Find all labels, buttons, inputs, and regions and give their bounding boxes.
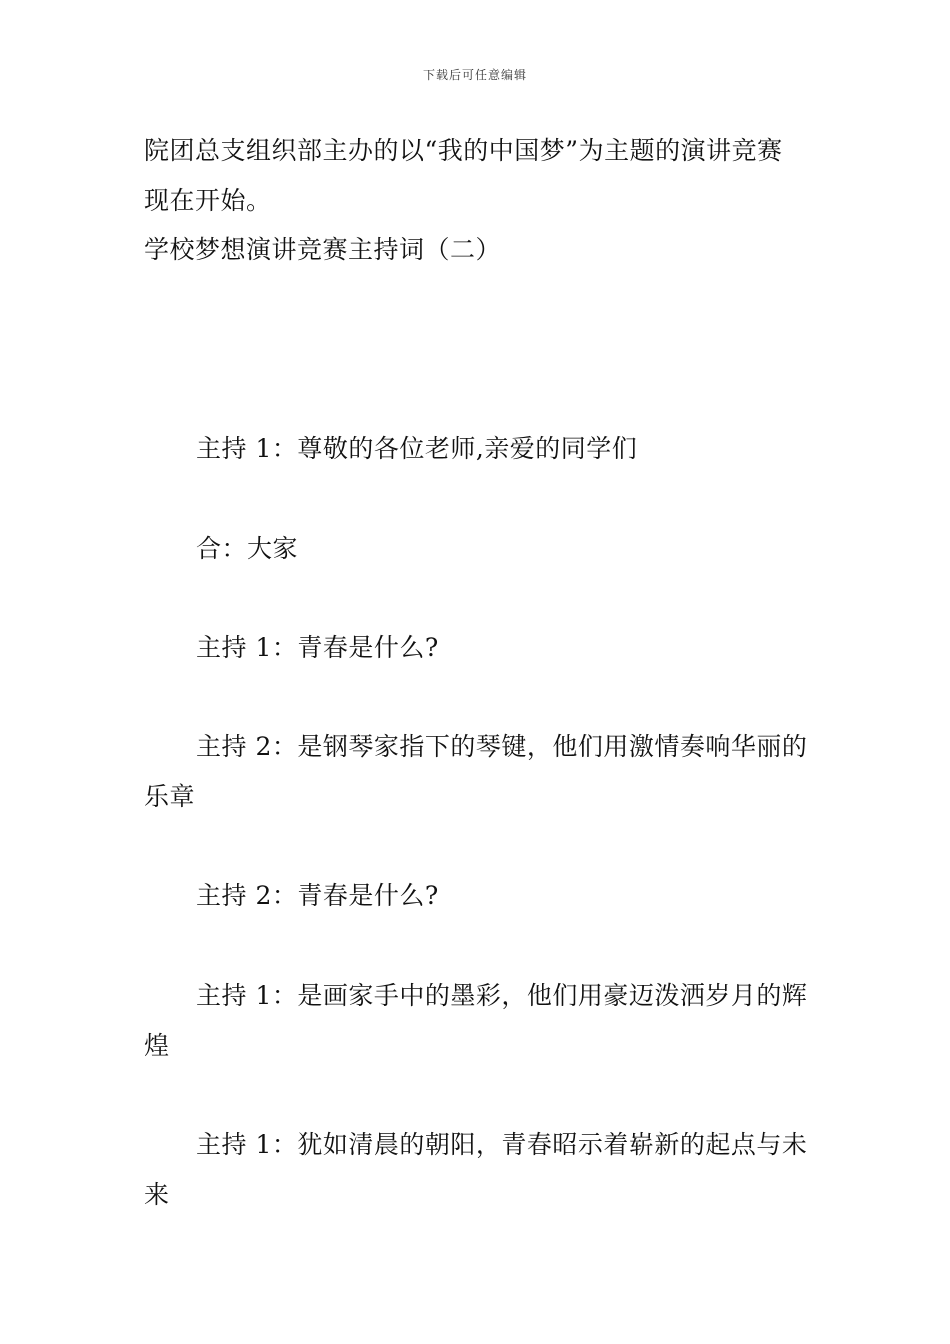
dialogue-line: 主持 1：是画家手中的墨彩，他们用豪迈泼洒岁月的辉煌 xyxy=(144,981,808,1060)
intro-paragraph: 院团总支组织部主办的以“我的中国梦”为主题的演讲竞赛现在开始。 xyxy=(144,136,783,215)
dialogue-line: 合：大家 xyxy=(196,534,299,563)
dialogue-line: 主持 1：犹如清晨的朝阳，青春昭示着崭新的起点与未来 xyxy=(144,1130,808,1209)
header-note: 下载后可任意编辑 xyxy=(422,68,527,82)
dialogue-line: 主持 1：尊敬的各位老师,亲爱的同学们 xyxy=(196,434,638,463)
dialogue-line: 主持 2：青春是什么? xyxy=(196,881,439,910)
dialogue-line: 主持 2：是钢琴家指下的琴键，他们用激情奏响华丽的乐章 xyxy=(144,732,808,811)
section-title: 学校梦想演讲竞赛主持词（二） xyxy=(144,235,502,264)
dialogue-line: 主持 1：青春是什么? xyxy=(196,633,439,662)
